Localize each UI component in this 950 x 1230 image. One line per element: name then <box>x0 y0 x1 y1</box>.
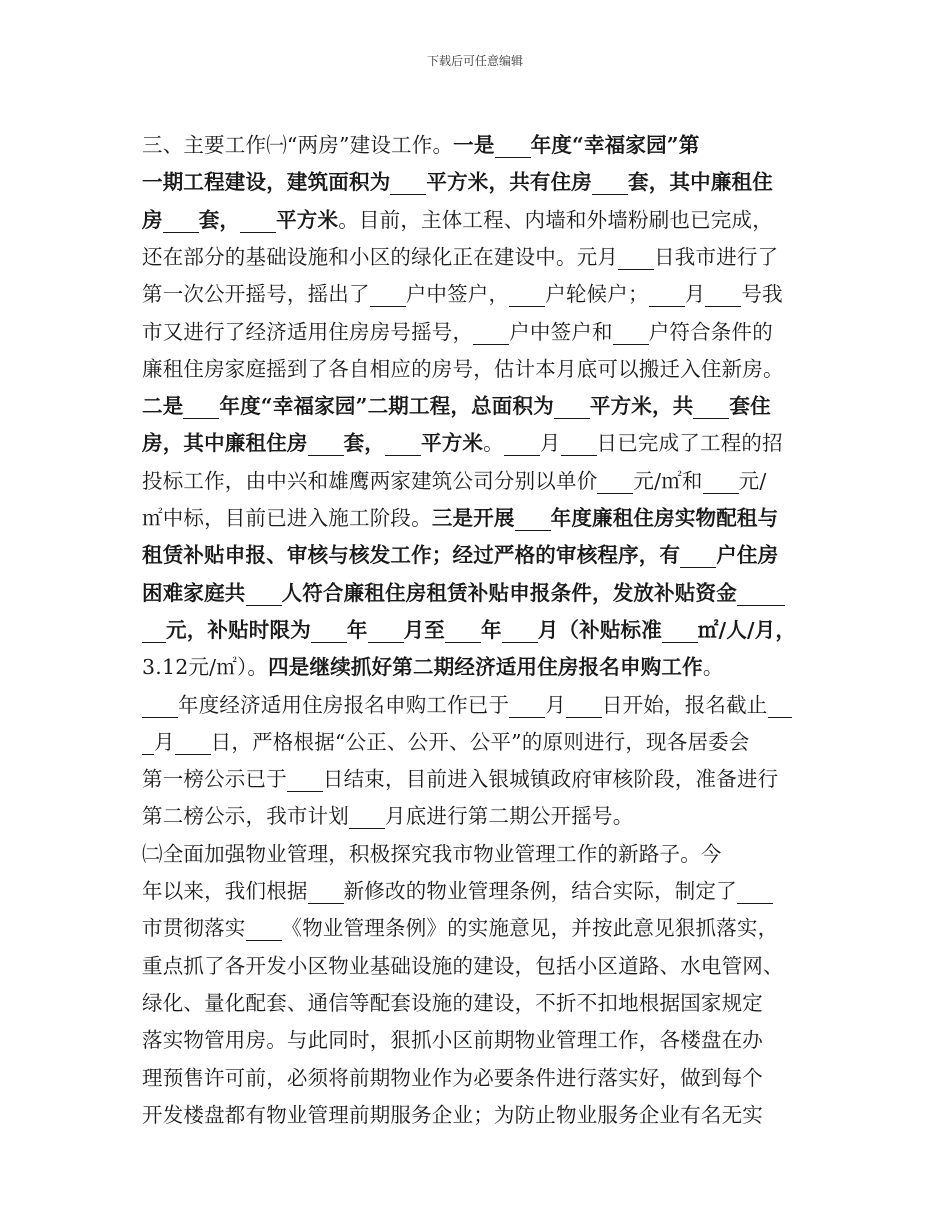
text-line <box>142 389 771 419</box>
bold-text: 房，其中廉租住房 <box>142 431 308 456</box>
fill-in-blank <box>287 767 323 792</box>
fill-in-blank <box>349 804 385 829</box>
text: 第一次公开摇号，摇出了 <box>142 282 370 307</box>
text: 日开始，报名截止 <box>601 692 768 717</box>
fill-in-blank <box>163 208 199 233</box>
fill-in-blank <box>768 693 792 718</box>
bold-text: 套， <box>198 207 241 232</box>
text: 第一榜公示已于 <box>142 767 287 792</box>
text: 日已完成了工程的招 <box>596 431 783 456</box>
text: 号我 <box>741 282 783 307</box>
fill-in-blank <box>308 879 344 904</box>
text: 落实物管用房。与此同时，狠抓小区前期物业管理工作，各楼盘在办 <box>142 1028 763 1053</box>
bold-text: 元，补贴时限为 <box>166 617 311 642</box>
fill-in-blank <box>515 506 551 531</box>
text-line <box>142 501 778 531</box>
fill-in-blank <box>370 282 406 307</box>
text: 日，严格根据“公正、公开、公平”的原则进行，现各居委会 <box>210 729 750 754</box>
text: 户轮候户； <box>545 282 649 307</box>
fill-in-blank <box>618 245 654 270</box>
text-line <box>142 1061 763 1091</box>
text: 3.12元/㎡）。 <box>142 655 269 680</box>
bold-text: 平方米 <box>276 207 339 232</box>
text: 市贯彻落实 <box>142 916 246 941</box>
fill-in-blank <box>311 618 347 643</box>
text-line <box>142 1023 763 1053</box>
text: 。 <box>483 431 504 456</box>
page-header: 下载后可任意编辑 <box>426 54 523 68</box>
fill-in-blank <box>175 730 211 755</box>
text: 户中签户， <box>405 282 510 307</box>
text: 重点抓了各开发小区物业基础设施的建设，包括小区道路、水电管网、 <box>142 953 784 978</box>
text: 月 <box>539 431 561 456</box>
fill-in-blank <box>592 170 628 195</box>
text-line <box>142 650 724 680</box>
bold-text: 月至 <box>403 617 446 642</box>
text-line <box>142 203 773 233</box>
fill-in-blank <box>597 469 633 494</box>
bold-text: 一是 <box>453 133 495 157</box>
fill-in-blank <box>737 581 785 606</box>
fill-in-blank <box>561 431 597 456</box>
bold-text: 套住 <box>729 394 771 419</box>
text: 还在部分的基础设施和小区的绿化正在建设中。元月 <box>142 244 619 269</box>
bold-text: 平方米，共 <box>589 394 694 419</box>
fill-in-blank <box>566 693 602 718</box>
text: 新修改的物业管理条例，结合实际，制定了 <box>343 879 737 903</box>
text-line <box>142 165 773 195</box>
text-line <box>142 538 778 568</box>
bold-text: 年 <box>346 617 368 642</box>
text: 日结束，目前进入银城镇政府审核阶段，准备进行 <box>322 767 779 792</box>
fill-in-blank <box>445 618 481 643</box>
fill-in-blank <box>705 282 741 307</box>
fill-in-blank <box>385 431 421 456</box>
text-line <box>142 799 633 829</box>
text: 月 <box>545 692 566 717</box>
bold-text: 房 <box>142 207 163 232</box>
bold-text: 三是开展 <box>431 506 515 530</box>
fill-in-blank <box>246 916 282 941</box>
text-line <box>142 426 783 456</box>
bold-text: 四是继续抓好第二期经济适用住房报名申购工作 <box>268 655 703 680</box>
text-line <box>142 725 750 755</box>
bold-text: 月（补贴标准 <box>537 617 662 642</box>
text-line <box>142 688 792 718</box>
bold-text: 年 <box>481 617 502 642</box>
text: ㈡全面加强物业管理，积极探究我市物业管理工作的新路子。今 <box>142 841 722 866</box>
fill-in-blank <box>495 133 531 158</box>
fill-in-blank <box>504 431 540 456</box>
text-line <box>142 911 778 941</box>
fill-in-blank <box>613 320 649 345</box>
text: 三、主要工作㈠“两房”建设工作。 <box>142 133 454 157</box>
text-line <box>142 1098 763 1128</box>
bold-text: 租赁补贴申报、审核与核发工作；经过严格的审核程序，有 <box>142 543 681 568</box>
text: ㎡中标，目前已进入施工阶段。 <box>142 506 432 530</box>
fill-in-blank <box>680 543 716 568</box>
text: 月 <box>684 282 706 307</box>
fill-in-blank <box>368 618 404 643</box>
fill-in-blank <box>554 394 590 419</box>
text-line <box>142 576 785 606</box>
text: 第二榜公示，我市计划 <box>142 804 349 829</box>
text: 。目前，主体工程、内墙和外墙粉刷也已完成， <box>338 207 773 232</box>
text: 开发楼盘都有物业管理前期服务企业；为防止物业服务企业有名无实 <box>142 1102 763 1127</box>
text: 。 <box>702 655 724 680</box>
text: 月 <box>154 729 175 754</box>
text: 月底进行第二期公开摇号。 <box>385 804 634 829</box>
text: 户符合条件的 <box>648 319 773 344</box>
text: 元/㎡和 <box>633 468 703 493</box>
text-line <box>142 128 699 158</box>
fill-in-blank <box>308 431 344 456</box>
text: 廉租住房家庭摇到了各自相应的房号，估计本月底可以搬迁入住新房。 <box>142 356 784 381</box>
text: 元/ <box>738 468 767 493</box>
bold-text: 平方米，共有住房 <box>426 170 593 195</box>
bold-text: 二是 <box>142 394 184 419</box>
text-line <box>142 762 778 792</box>
text-line <box>142 874 773 904</box>
text-line <box>142 315 773 345</box>
fill-in-blank <box>737 879 773 904</box>
fill-in-blank <box>703 469 739 494</box>
text: 绿化、量化配套、通信等配套设施的建设，不折不扣地根据国家规定 <box>142 990 763 1015</box>
text-line <box>142 837 722 867</box>
fill-in-blank <box>509 282 545 307</box>
bold-text: 人符合廉租住房租赁补贴申报条件，发放补贴资金 <box>281 580 737 605</box>
fill-in-blank <box>662 618 698 643</box>
text-line <box>142 240 778 270</box>
fill-in-blank <box>142 730 154 755</box>
fill-in-blank <box>142 618 166 643</box>
bold-text: 套， <box>343 431 386 456</box>
fill-in-blank <box>390 170 426 195</box>
fill-in-blank <box>693 394 729 419</box>
bold-text: 套，其中廉租住 <box>628 170 773 195</box>
bold-text: ㎡/人/月， <box>697 617 797 642</box>
text: 年以来，我们根据 <box>142 879 308 903</box>
fill-in-blank <box>142 693 178 718</box>
text-line <box>142 352 784 382</box>
bold-text: 年度“幸福家园”第 <box>530 133 700 157</box>
bold-text: 年度廉租住房实物配租与 <box>550 506 779 530</box>
text-line <box>142 613 796 643</box>
fill-in-blank <box>240 208 276 233</box>
text: 年度经济适用住房报名申购工作已于 <box>178 692 510 717</box>
text: 理预售许可前，必须将前期物业作为必要条件进行落实好，做到每个 <box>142 1065 763 1090</box>
text: 户中签户和 <box>509 319 613 344</box>
fill-in-blank <box>183 394 219 419</box>
text: 市又进行了经济适用住房房号摇号， <box>142 319 474 344</box>
bold-text: 一期工程建设，建筑面积为 <box>142 170 391 195</box>
text: 投标工作，由中兴和雄鹰两家建筑公司分别以单价 <box>142 468 598 493</box>
text: 日我市进行了 <box>654 244 779 269</box>
bold-text: 困难家庭共 <box>142 580 246 605</box>
text: 《物业管理条例》的实施意见，并按此意见狠抓落实， <box>281 916 779 941</box>
text-line <box>142 949 784 979</box>
fill-in-blank <box>502 618 538 643</box>
text-line <box>142 986 763 1016</box>
bold-text: 平方米 <box>421 431 484 456</box>
fill-in-blank <box>649 282 685 307</box>
fill-in-blank <box>473 320 509 345</box>
fill-in-blank <box>246 581 282 606</box>
fill-in-blank <box>509 693 545 718</box>
bold-text: 年度“幸福家园”二期工程，总面积为 <box>219 394 554 419</box>
text-line <box>142 277 783 307</box>
text-line <box>142 464 766 494</box>
bold-text: 户住房 <box>716 543 779 568</box>
